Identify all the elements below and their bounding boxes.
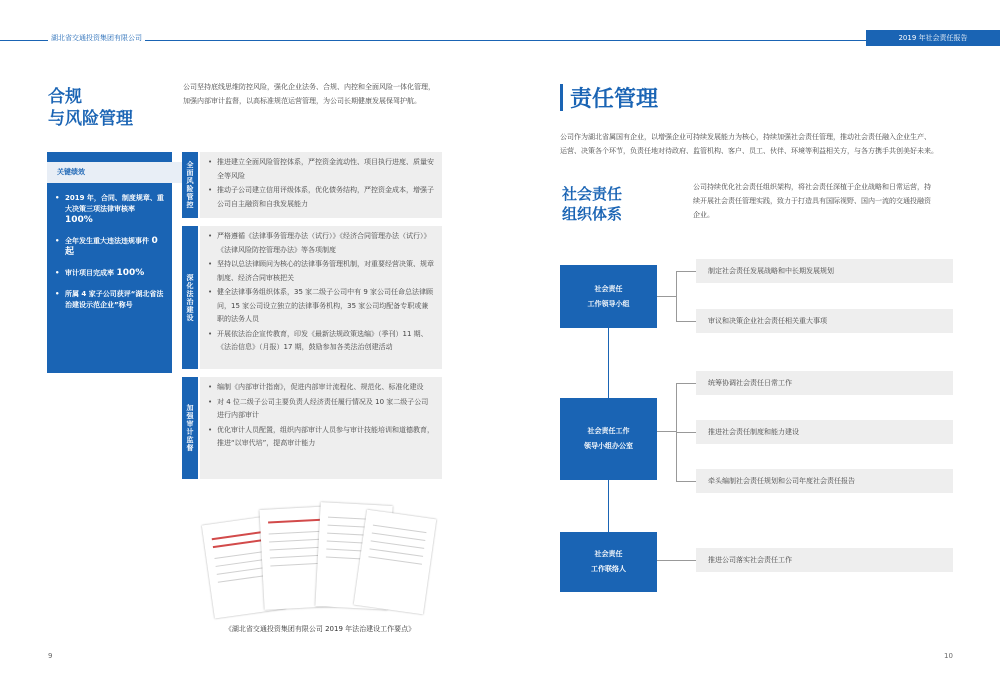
category-item: • 推动子公司建立信用评级体系，优化债务结构，严控资金成本，增强子公司自主融资和自我发展能力 — [208, 184, 434, 211]
org-connector — [676, 432, 696, 433]
section-title — [48, 86, 133, 130]
org-node-liaison: 社会责任 工作联络人 — [560, 532, 657, 592]
org-duty: 统筹协调社会责任日常工作 — [696, 371, 953, 395]
category-label-law: 深化法治建设 — [182, 226, 198, 369]
org-intro — [693, 180, 963, 222]
kpi-panel — [47, 152, 172, 373]
title-accent-bar — [560, 84, 563, 111]
category-label-audit: 加强审计监督 — [182, 377, 198, 479]
org-connector — [676, 383, 696, 384]
category-item: • 对 4 位二级子公司主要负责人经济责任履行情况及 10 家二级子公司进行内部审计 — [208, 396, 434, 423]
kpi-item: • 全年发生重大违法违规事件 0 起 — [55, 236, 164, 258]
org-connector — [676, 481, 696, 482]
org-connector — [676, 321, 696, 322]
category-panel-risk — [200, 152, 442, 218]
category-item: • 编制《内部审计指南》，促进内部审计流程化、规范化、标准化建设 — [208, 381, 434, 395]
right-intro-line2: 运营、决策各个环节，负责任地对待政府、监管机构、客户、员工、伙伴、环境等利益相关方，与各方携手共创美好未来。 — [560, 147, 938, 155]
org-subtitle-line1: 社会责任 — [562, 185, 623, 203]
kpi-list — [47, 183, 172, 311]
org-intro-line2: 续开展社会责任管理实践，致力于打造具有国际视野、国内一流的交通投融资 — [693, 197, 931, 205]
document-sheet — [354, 510, 437, 615]
right-intro — [560, 130, 960, 158]
org-subtitle-line2: 组织体系 — [562, 205, 623, 223]
document-caption: 《湖北省交通投资集团有限公司 2019 年法治建设工作要点》 — [224, 625, 416, 633]
kpi-item: • 2019 年，合同、制度规章、重大决策三项法律审核率 100% — [55, 193, 164, 226]
section-title-line2: 与风险管理 — [48, 109, 133, 129]
org-connector — [657, 431, 676, 432]
org-connector-main — [608, 328, 609, 398]
org-connector-group1 — [676, 271, 677, 321]
org-duty: 推进公司落实社会责任工作 — [696, 548, 953, 572]
kpi-item: • 所属 4 家子公司获评“湖北省法治建设示范企业”称号 — [55, 289, 164, 311]
document-photo — [200, 500, 440, 618]
org-node-office: 社会责任工作 领导小组办公室 — [560, 398, 657, 480]
org-connector — [676, 271, 696, 272]
org-connector — [657, 560, 696, 561]
right-section-title: 责任管理 — [570, 87, 659, 112]
header-report-tag: 2019 年社会责任报告 — [866, 30, 1000, 46]
right-intro-line1: 公司作为湖北省属国有企业，以增强企业可持续发展能力为核心，持续加强社会责任管理，推动社会责任融入企业生产、 — [560, 133, 931, 141]
header-rule-right — [500, 40, 866, 41]
category-item: • 开展依法治企宣传教育，印发《最新法规政策选编》（季刊）11 期、《法治信息》（月报）17 期，鼓励参加各类法治创建活动 — [208, 328, 434, 355]
category-panel-law — [200, 226, 442, 369]
org-intro-line1: 公司持续优化社会责任组织架构，将社会责任深植于企业战略和日常运营，持 — [693, 183, 931, 191]
category-item: • 严格遵循《法律事务管理办法（试行）》《经济合同管理办法（试行）》《法律风险防控管理办法》等各项制度 — [208, 230, 434, 257]
category-item: • 推进建立全面风险管控体系，严控资金流动性、项目执行进度、质量安全等风险 — [208, 156, 434, 183]
org-connector — [657, 296, 676, 297]
category-panel-audit — [200, 377, 442, 479]
page-number-right: 10 — [944, 652, 953, 660]
org-node-leading-group: 社会责任 工作领导小组 — [560, 265, 657, 328]
org-duty: 审议和决策企业社会责任相关重大事项 — [696, 309, 953, 333]
category-item: • 优化审计人员配置，组织内部审计人员参与审计技能培训和道德教育，推进“以审代培”，提高审计能力 — [208, 424, 434, 451]
header-company: 湖北省交通投资集团有限公司 — [48, 33, 145, 43]
category-item: • 健全法律事务组织体系，35 家二级子公司中有 9 家公司任命总法律顾问，15 家公司设立独立的法律事务机构，35 家公司均配备专职或兼职的法务人员 — [208, 286, 434, 327]
section-intro-line1: 公司坚持底线思维防控风险，强化企业法务、合规、内控和全面风险一体化管理， — [183, 83, 435, 91]
org-duty: 牵头编制社会责任规划和公司年度社会责任报告 — [696, 469, 953, 493]
category-label-risk: 全面风险管控 — [182, 152, 198, 218]
section-title-line1: 合规 — [48, 87, 82, 107]
category-item: • 坚持以总法律顾问为核心的法律事务管理机制，对重要经营决策、规章制度、经济合同审核把关 — [208, 258, 434, 285]
section-intro — [183, 80, 463, 108]
kpi-item: • 审计项目完成率 100% — [55, 268, 164, 279]
org-intro-line3: 企业。 — [693, 211, 714, 219]
org-connector-main — [608, 480, 609, 532]
kpi-header: 关键绩效 — [47, 162, 182, 183]
org-duty: 推进社会责任制度和能力建设 — [696, 420, 953, 444]
org-duty: 制定社会责任发展战略和中长期发展规划 — [696, 259, 953, 283]
section-intro-line2: 加强内部审计监督，以高标准规范运营管理，为公司长期健康发展保驾护航。 — [183, 97, 421, 105]
org-subtitle — [562, 184, 622, 224]
page-number-left: 9 — [48, 652, 53, 660]
